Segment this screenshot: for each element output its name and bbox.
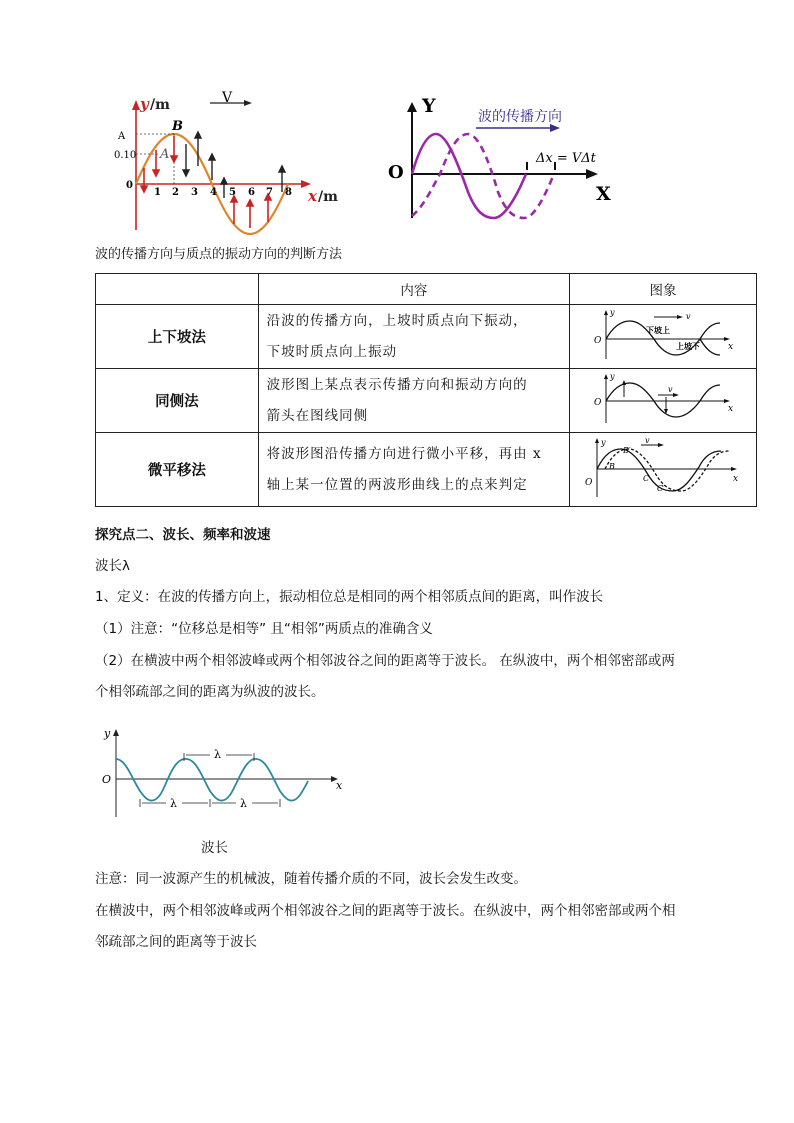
method-figure [570,305,757,369]
origin-label: O [102,773,112,786]
same-side-figure [588,371,738,427]
svg-text:上坡下: 上坡下 [676,340,701,351]
svg-text:v: v [686,311,691,321]
wavelength-heading: 波长λ [95,558,130,574]
lambda-bottom-2: λ [240,797,247,810]
svg-text:y: y [610,371,615,381]
velocity-label: V [222,90,233,106]
y-axis-label: y [140,95,149,113]
svg-text:x: x [733,473,739,484]
svg-text:C′: C′ [657,483,665,493]
method-name: 微平移法 [96,433,259,507]
direction-label: 波的传播方向 [478,109,562,125]
method-description: 沿波的传播方向，上坡时质点向下振动， 下坡时质点向上振动 [258,305,569,369]
method-name: 上下坡法 [96,305,259,369]
method-figure [570,369,757,433]
methods-caption: 波的传播方向与质点的振动方向的判断方法 [95,247,343,262]
x-axis-label: x [308,187,317,205]
x-axis-label: X [596,183,611,205]
solid-wave [412,134,526,218]
origin-label: 0 [126,180,133,191]
svg-text:8: 8 [285,187,292,198]
x-axis-label: x [336,779,343,792]
wavelength-caption: 波长 [201,840,228,856]
svg-text:y: y [610,307,615,317]
svg-text:2: 2 [172,187,179,198]
definition-text: 1、定义：在波的传播方向上，振动相位总是相同的两个相邻质点间的距离，叫作波长 [95,589,604,605]
method-name: 同侧法 [96,369,259,433]
table-row [96,369,757,433]
up-down-slope-figure [588,307,738,363]
wave-curve [116,759,308,801]
method-figure [570,433,757,507]
propagation-figure [380,88,620,228]
svg-text:x: x [728,341,734,352]
svg-text:3: 3 [191,187,198,198]
svg-text:5: 5 [229,187,236,198]
svg-text:B: B [609,461,615,471]
methods-table [95,273,757,507]
y-unit-label: /m [150,97,170,113]
wave-figure-graph [108,88,348,238]
table-header-cell: 内容 [258,274,569,305]
table-row [96,305,757,369]
small-shift-figure [583,435,743,501]
svg-text:7: 7 [266,187,273,198]
note-2-line-2: 个相邻疏部之间的距离为纵波的波长。 [95,684,325,700]
svg-text:O: O [585,477,593,488]
note-line-1: 注意：同一波源产生的机械波，随着传播介质的不同，波长会发生改变。 [95,871,527,887]
y-axis-label: Y [422,95,436,117]
svg-text:O: O [594,335,602,346]
note-line-3: 邻疏部之间的距离等于波长 [95,934,257,950]
amplitude-label: A [118,131,126,142]
lambda-top: λ [214,748,221,761]
table-header-row [96,274,757,305]
value-label: 0.10 [114,150,137,161]
delta-label: Δx = VΔt [536,151,596,166]
svg-text:v: v [645,435,650,445]
svg-text:下坡上: 下坡上 [646,324,671,335]
method-description: 波形图上某点表示传播方向和振动方向的 箭头在图线同侧 [258,369,569,433]
wavelength-figure [98,725,358,825]
section-title: 探究点二、波长、频率和波速 [95,527,271,543]
y-axis-arrow [132,100,140,110]
origin-label: O [388,162,404,183]
table-header-cell: 图象 [570,274,757,305]
svg-text:v: v [668,384,673,394]
y-axis-label: y [104,727,111,740]
svg-text:1: 1 [154,187,161,198]
x-unit-label: /m [318,189,338,205]
svg-text:4: 4 [210,187,217,198]
note-2-line-1: （2）在横波中两个相邻波峰或两个相邻波谷之间的距离等于波长。 在纵波中，两个相邻密部或两 [95,653,675,669]
svg-text:y: y [601,437,606,447]
svg-text:x: x [728,403,734,414]
lambda-bottom-1: λ [170,797,177,810]
dashed-wave [412,134,554,218]
method-description: 将波形图沿传播方向进行微小平移，再由 x 轴上某一位置的两波形曲线上的点来判定 [258,433,569,507]
point-b-label: B [172,119,183,134]
svg-text:B′: B′ [623,445,631,455]
svg-text:O: O [594,397,602,408]
svg-text:C: C [643,473,650,483]
table-header-cell [96,274,259,305]
table-row [96,433,757,507]
point-a-label: A [160,147,170,162]
note-1: （1）注意：“位移总是相等” 且“相邻”两质点的准确含义 [95,621,433,637]
svg-text:6: 6 [248,187,255,198]
note-line-2: 在横波中，两个相邻波峰或两个相邻波谷之间的距离等于波长。在纵波中，两个相邻密部或两个相 [95,903,676,919]
